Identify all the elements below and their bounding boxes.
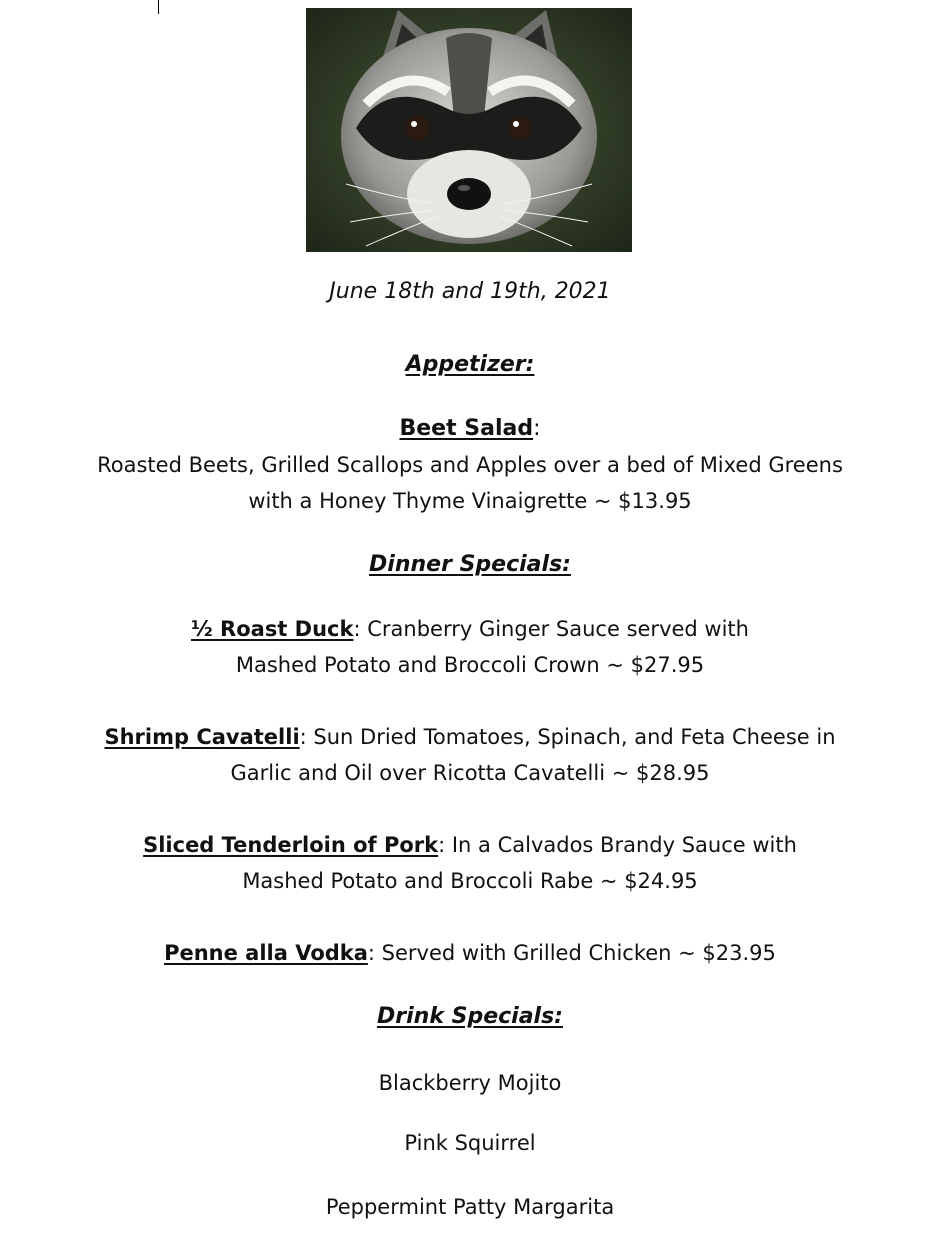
drinks-heading-text: Drink Specials: [377,1004,563,1029]
dinner-item-name: Sliced Tenderloin of Pork [143,833,439,857]
drink-item: Pink Squirrel [404,1131,536,1155]
drinks-heading [0,999,940,1035]
dinner-item-line1 [0,827,940,863]
dinner-item-line2: Garlic and Oil over Ricotta Cavatelli ~ $28.95 [230,761,710,785]
dinner-item-name: ½ Roast Duck [191,617,354,641]
dinner-item-line2: Mashed Potato and Broccoli Crown ~ $27.95 [235,653,705,677]
beet-salad-separator: : [533,416,541,441]
dinner-item-line2: Mashed Potato and Broccoli Rabe ~ $24.95 [242,869,698,893]
raccoon-photo [306,8,632,252]
dinner-heading-text: Dinner Specials: [369,552,571,577]
dinner-item-name: Penne alla Vodka [164,941,368,965]
appetizer-heading-text: Appetizer: [405,352,535,377]
event-date: June 18th and 19th, 2021 [329,279,611,304]
dinner-item-line1 [0,719,940,755]
dinner-item-line1 [0,611,940,647]
appetizer-heading [0,347,940,383]
dinner-item-description: : Served with Grilled Chicken ~ $23.95 [367,941,776,965]
beet-salad-title [0,411,940,447]
dinner-heading [0,547,940,583]
dinner-item-description: : Cranberry Ginger Sauce served with [353,617,749,641]
dinner-item-description: : In a Calvados Brandy Sauce with [438,833,797,857]
dinner-item-description: : Sun Dried Tomatoes, Spinach, and Feta Cheese in [299,725,836,749]
dinner-item-name: Shrimp Cavatelli [104,725,300,749]
beet-salad-name: Beet Salad [399,416,534,441]
drink-item: Peppermint Patty Margarita [325,1195,615,1219]
dinner-item-line1 [0,935,940,971]
drink-item: Blackberry Mojito [378,1071,562,1095]
text-cursor [158,0,159,14]
beet-salad-description-line1: Roasted Beets, Grilled Scallops and Apples over a bed of Mixed Greens [97,453,843,477]
beet-salad-description-line2: with a Honey Thyme Vinaigrette ~ $13.95 [248,489,692,513]
